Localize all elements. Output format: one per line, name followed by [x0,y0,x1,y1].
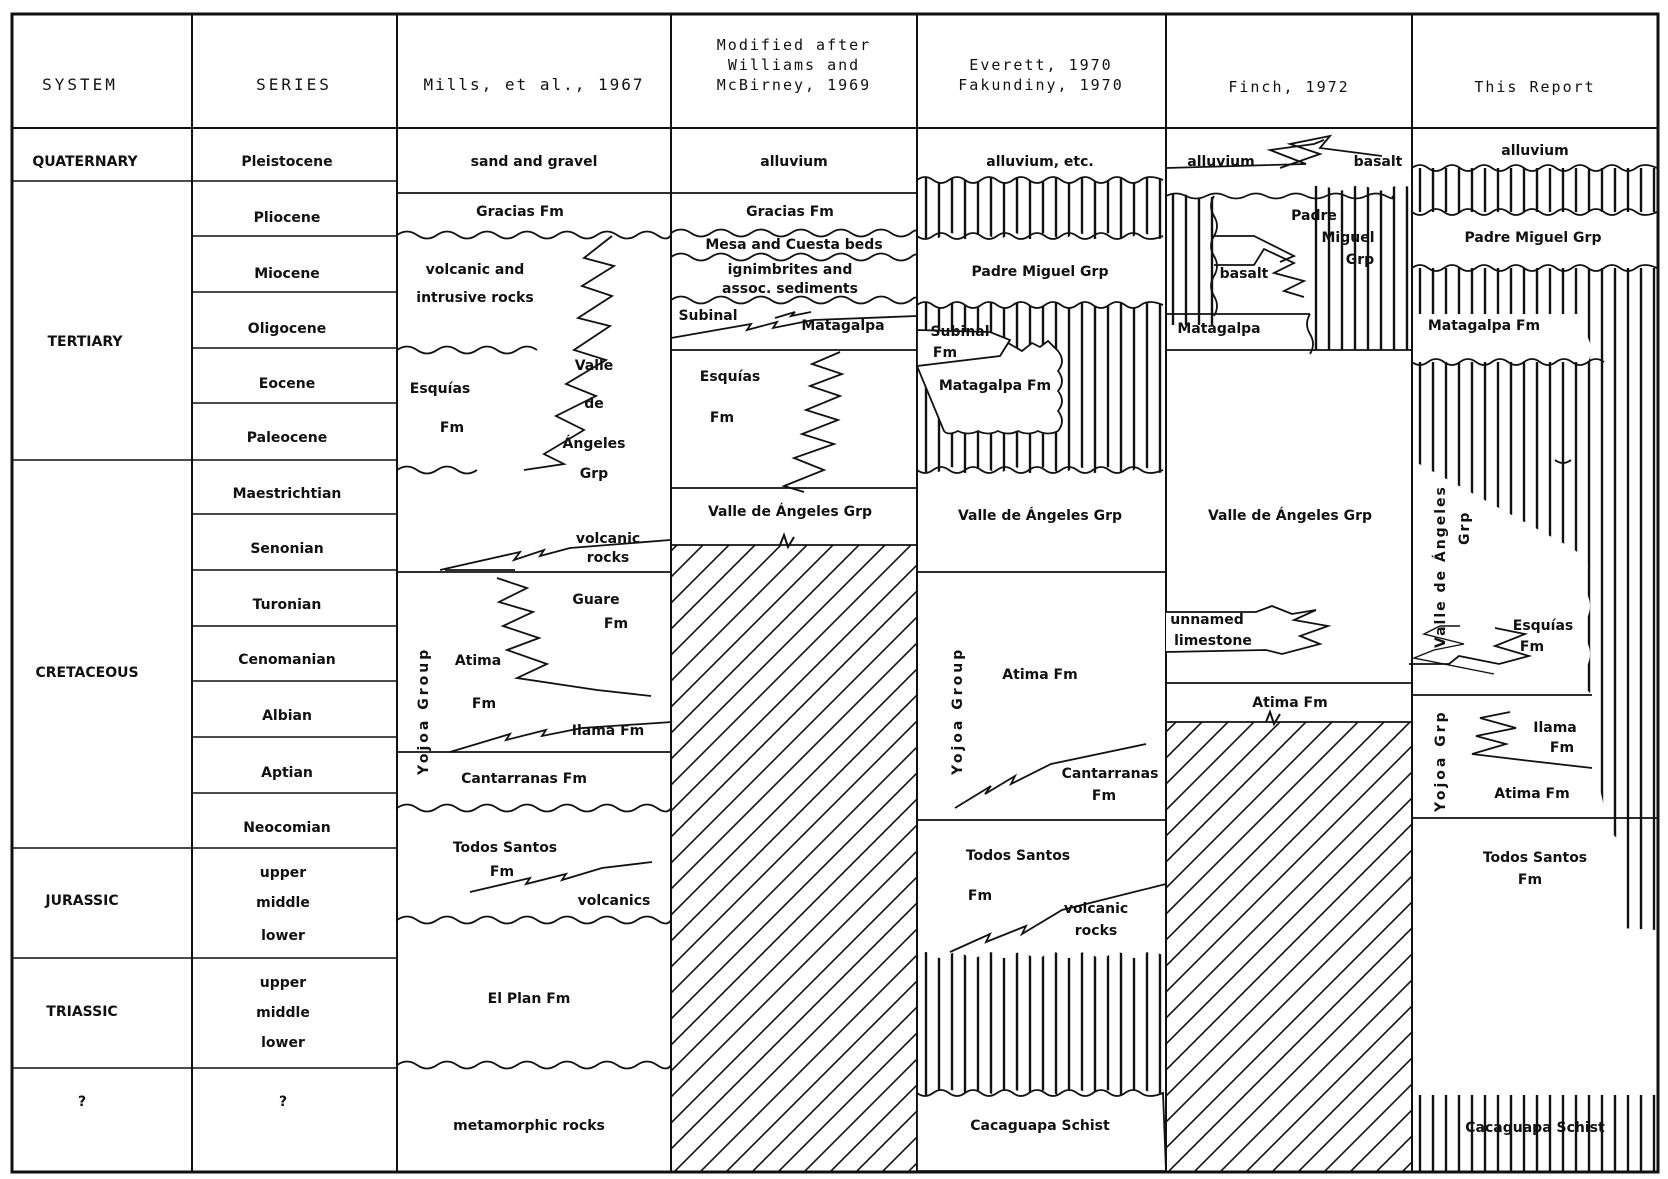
finch-atima: Atima Fm [1252,695,1328,711]
mills-yojoa: Yojoa Group [416,646,432,775]
finch-unnamed-1: unnamed [1170,612,1244,628]
mills-ilama: Ilama Fm [571,723,645,739]
everett-hiatus-1 [917,177,1166,239]
report-matagalpa: Matagalpa Fm [1427,318,1541,334]
mills-atima-2: Fm [471,696,497,712]
williams-valle: Valle de Ángeles Grp [707,504,873,520]
series-eocene: Eocene [258,376,316,392]
report-valle-2: Grp [1457,510,1473,545]
series-albian: Albian [262,708,312,724]
mills-guare-2: Fm [603,616,629,632]
mills-atima-1: Atima [454,653,502,669]
header-everett-1: Everett, 1970 [969,56,1113,74]
header-everett-2: Fakundiny, 1970 [958,76,1124,94]
report-valle-1: Valle de Ángeles [1433,485,1449,648]
mills-lines [397,193,672,1069]
series-triassic-middle: middle [256,1005,310,1021]
finch-basalt-top: basalt [1353,154,1403,170]
system-cretaceous: CRETACEOUS [35,665,139,681]
mills-volcanic-1: volcanic and [425,262,525,278]
series-turonian: Turonian [252,597,322,613]
everett-subinal-2: Fm [932,345,958,361]
report-cacaguapa: Cacaguapa Schist [1465,1120,1605,1136]
williams-matagalpa: Matagalpa [801,318,885,334]
series-pleistocene: Pleistocene [241,154,333,170]
series-senonian: Senonian [250,541,324,557]
report-esquias-1: Esquías [1512,618,1574,634]
report-padre-miguel: Padre Miguel Grp [1464,230,1602,246]
williams-mesa-cuesta: Mesa and Cuesta beds [705,237,883,253]
williams-gracias: Gracias Fm [746,204,834,220]
everett-cacaguapa: Cacaguapa Schist [970,1118,1110,1134]
mills-column [410,154,651,1134]
williams-esquias-1: Esquías [699,369,761,385]
williams-ignimbrites-2: assoc. sediments [722,281,858,297]
mills-todos-santos-1: Todos Santos [452,840,558,856]
system-unknown: ? [77,1094,87,1110]
finch-padre-1: Padre [1291,208,1337,224]
mills-volcanics: volcanics [577,893,651,909]
everett-hiatus-3 [917,952,1166,1096]
series-unknown: ? [278,1094,288,1110]
series-neocomian: Neocomian [243,820,331,836]
system-triassic: TRIASSIC [46,1004,118,1020]
everett-cantarranas-2: Fm [1091,788,1117,804]
system-quaternary: QUATERNARY [32,154,138,170]
header-williams-2: Williams and [727,56,861,74]
finch-padre-2: Miguel [1321,230,1375,246]
finch-hiatus-1 [1166,194,1214,326]
mills-todos-santos-2: Fm [489,864,515,880]
series-maestrichtian: Maestrichtian [232,486,342,502]
series-aptian: Aptian [261,765,313,781]
finch-unnamed-2: limestone [1174,633,1252,649]
system-column [32,154,138,1110]
system-jurassic: JURASSIC [45,893,119,909]
mills-volcanic-rocks-1: volcanic [575,531,641,547]
finch-alluvium: alluvium [1187,154,1255,170]
series-jurassic-upper: upper [259,865,307,881]
williams-esquias-2: Fm [709,410,735,426]
everett-cantarranas-1: Cantarranas [1061,766,1159,782]
series-jurassic-lower: lower [261,928,305,944]
header-row [42,36,1596,96]
mills-volcanic-rocks-2: rocks [586,550,630,566]
finch-basalt: basalt [1219,266,1269,282]
mills-valle-1: Valle [574,358,614,374]
finch-matagalpa: Matagalpa [1177,321,1261,337]
header-system: SYSTEM [42,75,118,94]
everett-padre-miguel: Padre Miguel Grp [971,264,1109,280]
mills-valle-3: Ángeles [562,436,626,452]
mills-metamorphic: metamorphic rocks [453,1118,605,1134]
series-oligocene: Oligocene [247,321,327,337]
mills-gracias: Gracias Fm [476,204,564,220]
header-series: SERIES [256,75,332,94]
report-alluvium: alluvium [1501,143,1569,159]
mills-valle-2: de [584,396,604,412]
system-tertiary: TERTIARY [47,334,123,350]
series-cenomanian: Cenomanian [238,652,336,668]
header-report: This Report [1474,78,1596,96]
series-jurassic-middle: middle [256,895,310,911]
everett-volcanic-1: volcanic [1063,901,1129,917]
header-williams-3: McBirney, 1969 [716,76,872,94]
everett-todos-santos-1: Todos Santos [965,848,1071,864]
everett-alluvium: alluvium, etc. [986,154,1094,170]
report-yojoa: Yojoa Grp [1433,709,1449,812]
mills-esquias-2: Fm [439,420,465,436]
report-atima: Atima Fm [1494,786,1570,802]
mills-el-plan: El Plan Fm [487,991,571,1007]
finch-basement-hatch [1166,722,1412,1171]
mills-guare-1: Guare [572,592,620,608]
everett-atima: Atima Fm [1002,667,1078,683]
report-todos-santos-1: Todos Santos [1482,850,1588,866]
williams-alluvium: alluvium [760,154,828,170]
series-pliocene: Pliocene [253,210,321,226]
series-paleocene: Paleocene [246,430,328,446]
report-hiatus-top [1412,168,1657,212]
report-ilama-1: Ilama [1533,720,1577,736]
mills-valle-4: Grp [579,466,609,482]
report-esquias-2: Fm [1519,639,1545,655]
mills-esquias-1: Esquías [409,381,471,397]
series-miocene: Miocene [254,266,320,282]
williams-ignimbrites-1: ignimbrites and [727,262,853,278]
series-triassic-lower: lower [261,1035,305,1051]
everett-volcanic-2: rocks [1074,923,1118,939]
everett-subinal-1: Subinal [930,324,990,340]
everett-matagalpa: Matagalpa Fm [938,378,1052,394]
header-williams-1: Modified after [716,36,872,54]
header-mills: Mills, et al., 1967 [423,75,645,94]
everett-todos-santos-2: Fm [967,888,993,904]
mills-sand-gravel: sand and gravel [470,154,598,170]
report-ilama-2: Fm [1549,740,1575,756]
report-todos-santos-2: Fm [1517,872,1543,888]
series-triassic-upper: upper [259,975,307,991]
williams-basement-hatch [671,545,917,1171]
series-column [233,154,342,1110]
mills-volcanic-2: intrusive rocks [416,290,534,306]
mills-cantarranas: Cantarranas Fm [461,771,587,787]
finch-padre-3: Grp [1345,252,1375,268]
finch-valle: Valle de Ángeles Grp [1207,508,1373,524]
everett-yojoa: Yojoa Group [950,646,966,775]
williams-column [678,154,884,520]
williams-subinal: Subinal [678,308,738,324]
everett-valle: Valle de Ángeles Grp [957,508,1123,524]
header-finch: Finch, 1972 [1228,78,1350,96]
